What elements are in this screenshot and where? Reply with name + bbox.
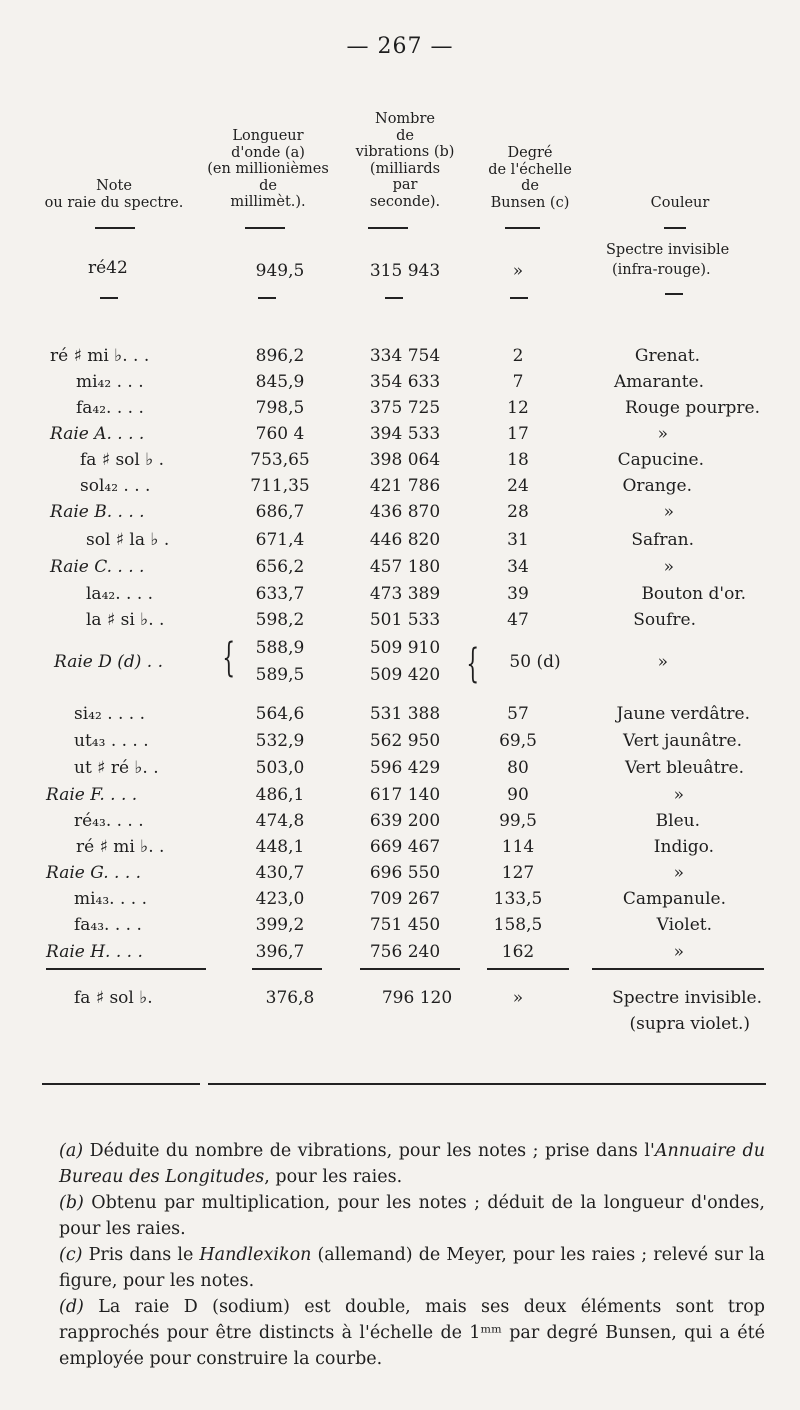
row-bunsen: 47 (507, 610, 529, 630)
row-note: la ♯ si ♭. . (86, 610, 165, 630)
row-dash (665, 293, 683, 295)
row-color: » (663, 557, 674, 577)
row-note: Raie A. . . . (50, 424, 145, 444)
row-vibrations: 617 140 (369, 785, 441, 805)
footnote-c-italic: Handlexikon (199, 1245, 312, 1265)
table-rule (592, 968, 764, 970)
row-color: Amarante. (613, 372, 704, 392)
footnote-a-mark: (a) (59, 1141, 84, 1161)
row-dash (385, 297, 403, 299)
row-vibrations: 696 550 (369, 863, 441, 883)
row-color: Grenat. (634, 346, 700, 366)
row-bunsen: 24 (507, 476, 529, 496)
raie-d-color: » (657, 652, 668, 672)
row-color: » (673, 863, 684, 883)
re42-wavelength: 949,5 (255, 261, 305, 281)
row-vibrations: 751 450 (369, 915, 441, 935)
footnote-b-mark: (b) (59, 1193, 84, 1213)
row-note: Raie C. . . . (50, 557, 145, 577)
row-wavelength: 564,6 (255, 704, 305, 724)
re42-bunsen: » (512, 261, 524, 281)
row-bunsen: 57 (507, 704, 529, 724)
row-note: Raie H. . . . (46, 942, 143, 962)
row-wavelength: 448,1 (255, 837, 305, 857)
row-color: Bouton d'or. (641, 584, 746, 604)
raie-d-bunsen: 50 (d) (509, 652, 561, 672)
re42-color-line1: Spectre invisible (606, 242, 730, 258)
row-wavelength: 656,2 (255, 557, 305, 577)
row-bunsen: 69,5 (499, 731, 537, 751)
row-vibrations: 446 820 (369, 530, 441, 550)
header-dash (245, 227, 285, 229)
footnote-b-text: Obtenu par multiplication, pour les notes ; déduit de la longueur d'ondes, pour les raies. (59, 1193, 765, 1239)
row-color: Bleu. (655, 811, 700, 831)
footnote-c-text1: Pris dans le (88, 1245, 200, 1265)
row-vibrations: 394 533 (369, 424, 441, 444)
row-color: Orange. (622, 476, 692, 496)
table-row (50, 346, 149, 366)
footnote-c-mark: (c) (59, 1245, 83, 1265)
row-color: » (673, 942, 684, 962)
row-dash (510, 297, 528, 299)
row-vibrations: 756 240 (369, 942, 441, 962)
row-bunsen: 80 (507, 758, 529, 778)
table-rule (360, 968, 460, 970)
row-vibrations: 473 389 (369, 584, 441, 604)
header-dash (505, 227, 540, 229)
header-wavelength: Longueur d'onde (a) (en millionièmes de millimèt.). (207, 128, 329, 210)
footnote-rule (208, 1083, 766, 1085)
row-color: Soufre. (633, 610, 696, 630)
row-wavelength: 671,4 (255, 530, 305, 550)
row-vibrations: 334 754 (369, 346, 441, 366)
header-dash (664, 227, 686, 229)
last-row-color-line1: Spectre invisible. (612, 988, 762, 1008)
row-vibrations: 398 064 (369, 450, 441, 470)
raie-d-wavelength-1: 588,9 (255, 638, 305, 658)
row-bunsen: 114 (501, 837, 535, 857)
row-note: fa₄₂. . . . (76, 398, 144, 418)
row-bunsen: 12 (507, 398, 529, 418)
row-note: Raie F. . . . (46, 785, 138, 805)
row-note: sol ♯ la ♭ . (86, 530, 170, 550)
header-color: Couleur (650, 195, 710, 211)
row-note: la₄₂. . . . (86, 584, 154, 604)
row-bunsen: 2 (512, 346, 524, 366)
row-vibrations: 669 467 (369, 837, 441, 857)
row-wavelength: 896,2 (255, 346, 305, 366)
row-wavelength: 686,7 (255, 502, 305, 522)
row-note: si₄₂ . . . . (74, 704, 146, 724)
footnote-d (33, 1294, 765, 1372)
row-bunsen: 158,5 (493, 915, 543, 935)
last-row-bunsen: » (512, 988, 524, 1008)
table-rule (487, 968, 569, 970)
table-rule (252, 968, 322, 970)
page-number: — 267 — (346, 34, 454, 59)
footnote-a (33, 1138, 765, 1190)
row-wavelength: 423,0 (255, 889, 305, 909)
re42-note: ré42 (88, 258, 128, 278)
row-dash (258, 297, 276, 299)
footnote-d-text: La raie D (sodium) est double, mais ses deux éléments sont trop rapprochés pour être distincts à l'échelle de 1ᵐᵐ par degré Bunsen, qui a été employée pour construire la courbe. (59, 1297, 765, 1369)
row-vibrations: 596 429 (369, 758, 441, 778)
header-dash (95, 227, 135, 229)
row-wavelength: 503,0 (255, 758, 305, 778)
row-color: Campanule. (622, 889, 726, 909)
row-vibrations: 501 533 (369, 610, 441, 630)
header-bunsen: Degré de l'échelle de Bunsen (c) (488, 145, 572, 211)
row-bunsen: 90 (507, 785, 529, 805)
row-wavelength: 798,5 (255, 398, 305, 418)
raie-d-vibrations-1: 509 910 (369, 638, 441, 658)
header-note: Note ou raie du spectre. (44, 178, 184, 211)
row-vibrations: 709 267 (369, 889, 441, 909)
row-note: fa₄₃. . . . (74, 915, 142, 935)
row-vibrations: 457 180 (369, 557, 441, 577)
row-note: ut ♯ ré ♭. . (74, 758, 159, 778)
footnotes (33, 1138, 765, 1372)
row-note: ut₄₃ . . . . (74, 731, 149, 751)
re42-vibrations: 315 943 (369, 261, 441, 281)
row-bunsen: 162 (501, 942, 535, 962)
left-brace: { (222, 635, 236, 681)
footnote-b (33, 1190, 765, 1242)
row-color: Vert bleuâtre. (624, 758, 744, 778)
row-bunsen: 18 (507, 450, 529, 470)
header-dash (368, 227, 408, 229)
row-vibrations: 354 633 (369, 372, 441, 392)
row-vibrations: 421 786 (369, 476, 441, 496)
row-bunsen: 31 (507, 530, 529, 550)
last-row-note: fa ♯ sol ♭. (74, 988, 153, 1008)
row-note: Raie B. . . . (50, 502, 145, 522)
row-note: ré₄₃. . . . (74, 811, 144, 831)
last-row-wavelength: 376,8 (265, 988, 315, 1008)
row-note: sol₄₂ . . . (80, 476, 151, 496)
row-note: fa ♯ sol ♭ . (80, 450, 165, 470)
row-wavelength: 753,65 (250, 450, 310, 470)
footnote-c-text2: (allemand) de Meyer, pour les raies ; relevé sur la figure, pour les notes. (59, 1245, 765, 1291)
row-color: Violet. (656, 915, 712, 935)
row-wavelength: 633,7 (255, 584, 305, 604)
row-wavelength: 474,8 (255, 811, 305, 831)
row-bunsen: 7 (512, 372, 524, 392)
row-wavelength: 711,35 (250, 476, 310, 496)
footnote-a-end: , pour les raies. (264, 1167, 403, 1187)
row-wavelength: 598,2 (255, 610, 305, 630)
footnote-a-text: Déduite du nombre de vibrations, pour les notes ; prise dans l' (89, 1141, 655, 1161)
header-vibrations: Nombre de vibrations (b) (milliards par seconde). (355, 111, 455, 210)
re42-color-line2: (infra-rouge). (612, 262, 711, 278)
last-row-vibrations: 796 120 (381, 988, 453, 1008)
footnote-d-mark: (d) (59, 1297, 84, 1317)
row-note: mi₄₂ . . . (76, 372, 144, 392)
right-brace: { (466, 641, 480, 687)
row-bunsen: 17 (507, 424, 529, 444)
row-color: » (673, 785, 684, 805)
row-vibrations: 375 725 (369, 398, 441, 418)
row-bunsen: 133,5 (493, 889, 543, 909)
row-bunsen: 34 (507, 557, 529, 577)
row-note: ré ♯ mi ♭. . (76, 837, 165, 857)
row-note: ré ♯ mi ♭. . . (50, 346, 150, 366)
raie-d-note: Raie D (d) . . (54, 652, 164, 672)
row-wavelength: 486,1 (255, 785, 305, 805)
row-color: Rouge pourpre. (625, 398, 760, 418)
row-color: Vert jaunâtre. (623, 731, 742, 751)
row-dash (100, 297, 118, 299)
row-vibrations: 562 950 (369, 731, 441, 751)
row-color: » (663, 502, 674, 522)
row-vibrations: 639 200 (369, 811, 441, 831)
row-color: Indigo. (653, 837, 714, 857)
row-wavelength: 430,7 (255, 863, 305, 883)
row-bunsen: 127 (501, 863, 535, 883)
row-color: » (657, 424, 668, 444)
row-bunsen: 99,5 (499, 811, 537, 831)
footnote-c (33, 1242, 765, 1294)
row-vibrations: 531 388 (369, 704, 441, 724)
row-wavelength: 399,2 (255, 915, 305, 935)
row-note: Raie G. . . . (46, 863, 142, 883)
row-color: Capucine. (617, 450, 704, 470)
row-color: Jaune verdâtre. (616, 704, 750, 724)
raie-d-vibrations-2: 509 420 (369, 665, 441, 685)
row-color: Safran. (631, 530, 694, 550)
row-bunsen: 28 (507, 502, 529, 522)
row-wavelength: 760 4 (255, 424, 305, 444)
row-wavelength: 532,9 (255, 731, 305, 751)
last-row-color-line2: (supra violet.) (629, 1014, 750, 1034)
row-wavelength: 845,9 (255, 372, 305, 392)
footnote-rule (42, 1083, 200, 1085)
row-note: mi₄₃. . . . (74, 889, 148, 909)
raie-d-wavelength-2: 589,5 (255, 665, 305, 685)
footnote-a-italic: Annuaire du Bureau des Longitudes (59, 1141, 765, 1187)
table-rule (46, 968, 206, 970)
row-vibrations: 436 870 (369, 502, 441, 522)
row-wavelength: 396,7 (255, 942, 305, 962)
row-bunsen: 39 (507, 584, 529, 604)
